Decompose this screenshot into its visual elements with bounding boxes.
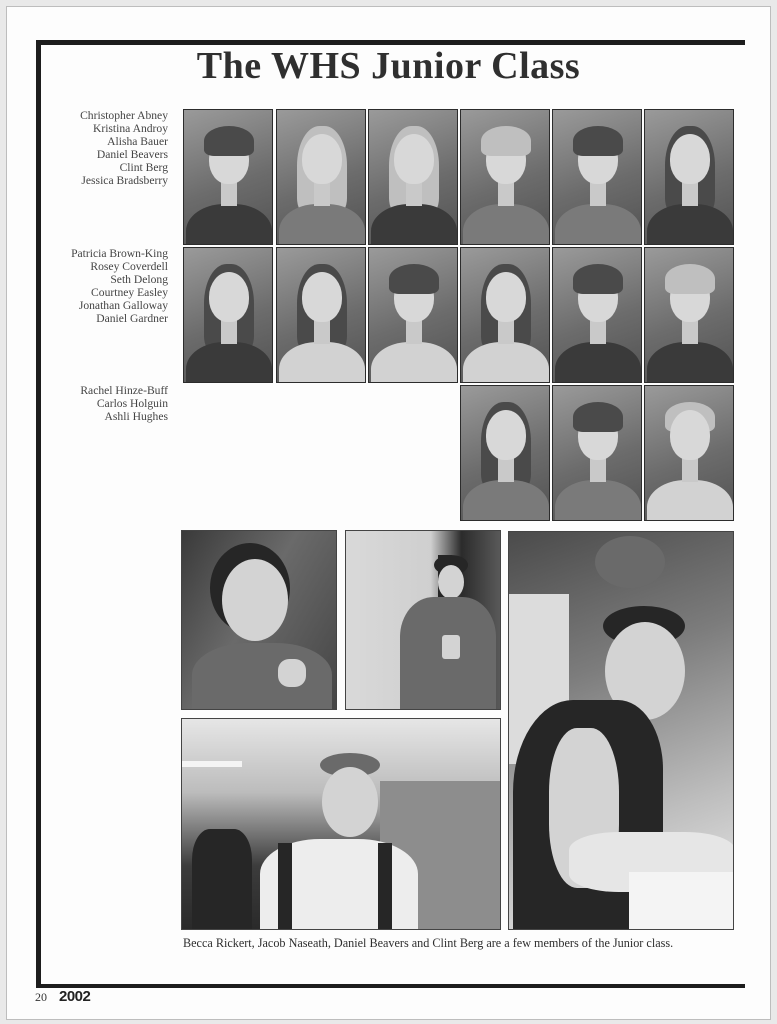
student-name: Rachel Hinze-Buff xyxy=(80,384,168,397)
student-name: Jessica Bradsberry xyxy=(81,174,168,187)
student-name: Carlos Holguin xyxy=(96,397,168,410)
student-portrait xyxy=(183,247,273,383)
student-name: Rosey Coverdell xyxy=(90,260,168,273)
student-portrait xyxy=(552,109,642,245)
student-name: Clint Berg xyxy=(119,161,168,174)
candid-photo-student-in-hoodie xyxy=(345,530,501,710)
student-name: Kristina Androy xyxy=(92,122,168,135)
student-portrait xyxy=(644,247,734,383)
student-portrait xyxy=(460,385,550,521)
frame-bottom-rule xyxy=(36,984,745,988)
student-portrait xyxy=(183,109,273,245)
student-name: Ashli Hughes xyxy=(104,410,168,423)
student-name: Courtney Easley xyxy=(91,286,168,299)
student-portrait xyxy=(276,247,366,383)
names-row-3 xyxy=(18,384,168,423)
student-portrait xyxy=(644,109,734,245)
page-number: 20 xyxy=(35,990,47,1004)
page-title: The WHS Junior Class xyxy=(196,45,581,87)
student-name: Daniel Beavers xyxy=(96,148,168,161)
candid-photo-girl-with-pen xyxy=(181,530,337,710)
student-name: Patricia Brown-King xyxy=(71,247,168,260)
names-row-2 xyxy=(18,247,168,325)
student-portrait xyxy=(552,385,642,521)
student-portrait xyxy=(276,109,366,245)
photo-caption: Becca Rickert, Jacob Naseath, Daniel Beavers and Clint Berg are a few members of the Junior class. xyxy=(183,936,674,950)
student-portrait xyxy=(368,109,458,245)
student-name: Christopher Abney xyxy=(80,109,168,122)
student-portrait xyxy=(644,385,734,521)
candid-photo-student-at-desk xyxy=(508,531,734,930)
yearbook-year: 2002 xyxy=(59,988,91,1005)
student-portrait xyxy=(368,247,458,383)
names-row-1 xyxy=(18,109,168,187)
student-name: Daniel Gardner xyxy=(96,312,168,325)
student-name: Jonathan Galloway xyxy=(78,299,168,312)
student-name: Alisha Bauer xyxy=(107,135,168,148)
student-name: Seth Delong xyxy=(110,273,168,286)
student-portrait xyxy=(460,109,550,245)
candid-photo-student-at-lockers xyxy=(181,718,501,930)
student-portrait xyxy=(460,247,550,383)
student-portrait xyxy=(552,247,642,383)
